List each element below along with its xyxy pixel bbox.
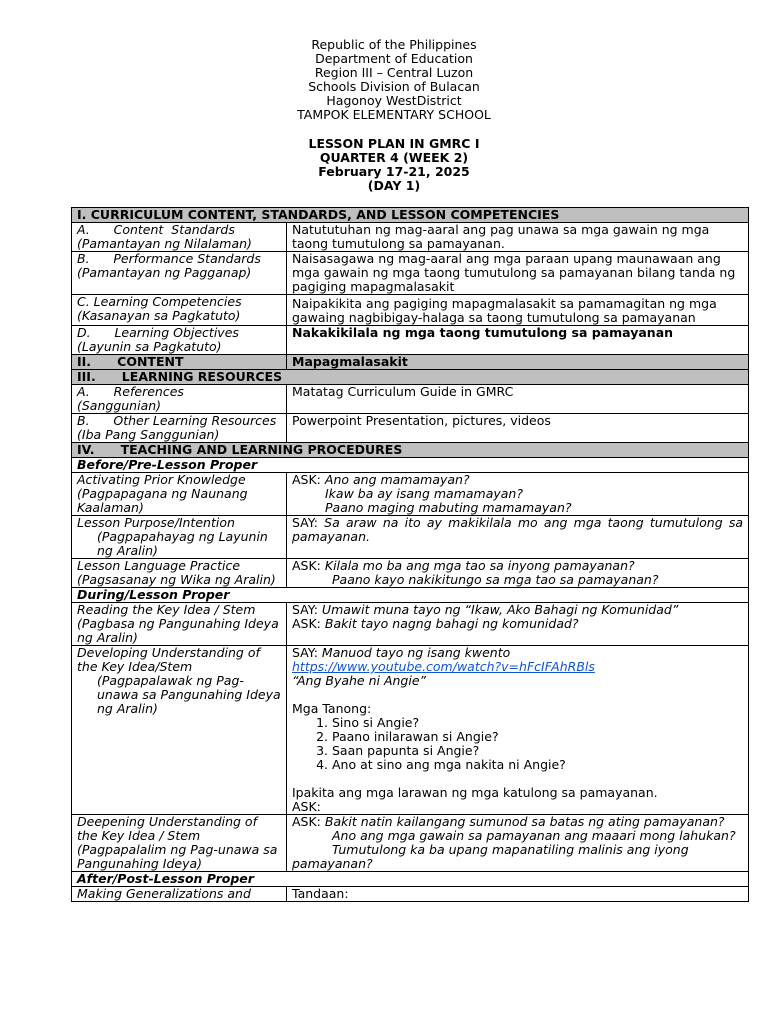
ask-label: ASK:: [292, 472, 321, 487]
row-label-text: D. Learning Objectives: [77, 325, 239, 340]
statement: Manuod tayo ng isang kwento: [321, 645, 511, 660]
question: Ikaw ba ay isang mamamayan?: [325, 486, 523, 501]
row-label-sub: (Pagpapahayag ng Layunin ng Aralin): [97, 529, 268, 558]
row-label: [72, 326, 287, 355]
row-value: [287, 815, 749, 872]
prompt-line: [292, 815, 743, 829]
row-label-sub: (Layunin sa Pagkatuto): [77, 339, 222, 354]
table-row: [72, 414, 749, 443]
list-item: 4. Ano at sino ang mga nakita ni Angie?: [332, 758, 743, 772]
question: Tumutulong ka ba upang mapanatiling malinis ang iyong pamayanan?: [292, 842, 689, 871]
prompt-line: [292, 473, 743, 487]
prompt-line: [292, 603, 743, 617]
row-label-text: B. Performance Standards: [77, 251, 261, 266]
title-line: LESSON PLAN IN GMRC I: [308, 136, 480, 151]
row-value: [287, 646, 749, 815]
row-label-text: Lesson Purpose/Intention: [77, 515, 235, 530]
section-heading: I. CURRICULUM CONTENT, STANDARDS, AND LESSON COMPETENCIES: [72, 208, 749, 223]
row-value: [287, 473, 749, 516]
table-row: [72, 295, 749, 326]
section-heading: II. CONTENT: [72, 355, 287, 370]
row-label: [72, 223, 287, 252]
row-label-text: Reading the Key Idea / Stem: [77, 602, 256, 617]
row-label-sub: (Pamantayan ng Nilalaman): [77, 236, 252, 251]
question: Bakit natin kailangang sumunod sa batas ng ating pamayanan?: [324, 814, 725, 829]
row-label-sub: (Iba Pang Sanggunian): [77, 427, 220, 442]
row-label: [72, 295, 287, 326]
row-label-text: B. Other Learning Resources: [77, 413, 277, 428]
header-line: Schools Division of Bulacan: [308, 79, 480, 94]
row-label: [72, 473, 287, 516]
say-label: SAY:: [292, 645, 318, 660]
say-label: SAY:: [292, 602, 318, 617]
row-label: [72, 252, 287, 295]
school-header: [0, 38, 768, 122]
table-row: [72, 473, 749, 516]
header-line: Department of Education: [315, 51, 473, 66]
row-label-sub: (Pamantayan ng Pagganap): [77, 265, 252, 280]
row-label-text: Deepening Understanding of the Key Idea / Stem: [77, 814, 257, 843]
row-label-sub: (Pagbasa ng Pangunahing Ideya ng Aralin): [77, 616, 279, 645]
section-heading-row: [72, 208, 749, 223]
header-line: Republic of the Philippines: [311, 37, 477, 52]
subsection-heading: Before/Pre-Lesson Proper: [72, 458, 749, 473]
row-label: [72, 815, 287, 872]
row-label-text: C. Learning Competencies: [77, 294, 242, 309]
row-label: [72, 559, 287, 588]
row-label-sub: (Pagpapalalim ng Pag-unawa sa Pangunahing Ideya): [77, 842, 278, 871]
subsection-row: [72, 588, 749, 603]
row-value: [287, 559, 749, 588]
row-value: Powerpoint Presentation, pictures, videos: [287, 414, 749, 443]
row-label: [72, 603, 287, 646]
header-line: Hagonoy WestDistrict: [326, 93, 462, 108]
title-line: (DAY 1): [367, 178, 421, 193]
table-row: [72, 559, 749, 588]
section-heading-row: [72, 443, 749, 458]
row-label-text: Developing Understanding of the Key Idea/Stem: [77, 645, 260, 674]
title-line: QUARTER 4 (WEEK 2): [319, 150, 469, 165]
row-label: [72, 385, 287, 414]
header-line: Region III – Central Luzon: [314, 65, 474, 80]
video-link[interactable]: https://www.youtube.com/watch?v=hFcIFAhRBls: [292, 659, 595, 674]
question: Kilala mo ba ang mga tao sa inyong pamayanan?: [324, 558, 635, 573]
question: Bakit tayo nagng bahagi ng komunidad?: [324, 616, 579, 631]
table-row: [72, 646, 749, 815]
row-value: Nakakikilala ng mga taong tumutulong sa pamayanan: [287, 326, 749, 355]
say-label: SAY:: [292, 515, 318, 530]
row-label-sub: (Pagsasanay ng Wika ng Aralin): [77, 572, 276, 587]
section-heading: III. LEARNING RESOURCES: [72, 370, 749, 385]
row-value: [287, 603, 749, 646]
ask-label: ASK:: [292, 799, 321, 814]
row-label: [72, 414, 287, 443]
story-title: “Ang Byahe ni Angie”: [292, 673, 427, 688]
subsection-row: [72, 872, 749, 887]
row-label-sub: (Pagpapalawak ng Pag-unawa sa Pangunahing Ideya ng Aralin): [97, 673, 281, 716]
table-row: [72, 223, 749, 252]
row-label-text: Activating Prior Knowledge: [77, 472, 246, 487]
lesson-plan-table: [71, 207, 749, 902]
table-row: [72, 603, 749, 646]
questions-heading: Mga Tanong:: [292, 701, 372, 716]
row-value: Naisasagawa ng mag-aaral ang mga paraan upang maunawaan ang mga gawain ng mga taong tumutulong sa pamayanan bilang tanda ng pagiging mapagmalasakit: [287, 252, 749, 295]
ask-label: ASK:: [292, 616, 321, 631]
prompt-line: [292, 646, 743, 660]
subsection-row: [72, 458, 749, 473]
question: Paano maging mabuting mamamayan?: [325, 500, 572, 515]
prompt-line: [292, 617, 743, 631]
subsection-heading: After/Post-Lesson Proper: [72, 872, 749, 887]
ask-label: ASK:: [292, 814, 321, 829]
table-row: [72, 252, 749, 295]
row-label-sub: (Sanggunian): [77, 398, 162, 413]
section-heading-row: [72, 355, 749, 370]
table-row: [72, 516, 749, 559]
row-label-text: A. Content Standards: [77, 222, 235, 237]
list-item: 3. Saan papunta si Angie?: [332, 744, 743, 758]
row-label: Making Generalizations and: [72, 887, 287, 902]
row-label-sub: (Kasanayan sa Pagkatuto): [77, 308, 241, 323]
table-row: [72, 326, 749, 355]
title-line: February 17-21, 2025: [318, 164, 470, 179]
section-value: Mapagmalasakit: [287, 355, 749, 370]
instruction: Ipakita ang mga larawan ng mga katulong sa pamayanan.: [292, 785, 658, 800]
subsection-heading: During/Lesson Proper: [72, 588, 749, 603]
prompt-line: [292, 559, 743, 573]
lesson-plan-title: [0, 137, 768, 193]
table-row: [72, 385, 749, 414]
statement: Umawit muna tayo ng “Ikaw, Ako Bahagi ng Komunidad”: [321, 602, 679, 617]
section-heading-row: [72, 370, 749, 385]
ask-label: ASK:: [292, 558, 321, 573]
table-row: [72, 887, 749, 902]
header-line: TAMPOK ELEMENTARY SCHOOL: [297, 107, 491, 122]
statement: Sa araw na ito ay makikilala mo ang mga taong tumutulong sa pamayanan.: [292, 515, 744, 544]
row-label: [72, 646, 287, 815]
row-value: [287, 516, 749, 559]
section-heading: IV. TEACHING AND LEARNING PROCEDURES: [72, 443, 749, 458]
question: Ano ang mga gawain sa pamayanan ang maaari mong lahukan?: [332, 828, 736, 843]
table-row: [72, 815, 749, 872]
prompt-line: [292, 516, 743, 544]
row-value: Matatag Curriculum Guide in GMRC: [287, 385, 749, 414]
list-item: 1. Sino si Angie?: [332, 716, 743, 730]
row-value: Naipakikita ang pagiging mapagmalasakit sa pamamagitan ng mga gawaing nagbibigay-halaga sa taong tumutulong sa pamayanan: [287, 295, 749, 326]
row-label-text: A. References: [77, 384, 184, 399]
list-item: 2. Paano inilarawan si Angie?: [332, 730, 743, 744]
row-label-text: Lesson Language Practice: [77, 558, 241, 573]
question: Ano ang mamamayan?: [324, 472, 470, 487]
question: Paano kayo nakikitungo sa mga tao sa pamayanan?: [332, 572, 659, 587]
row-value: Natututuhan ng mag-aaral ang pag unawa sa mga gawain ng mga taong tumutulong sa pamayanan.: [287, 223, 749, 252]
row-label: [72, 516, 287, 559]
row-label-sub: (Pagpapagana ng Naunang Kaalaman): [77, 486, 248, 515]
row-value: Tandaan:: [287, 887, 749, 902]
questions-list: [292, 716, 743, 772]
